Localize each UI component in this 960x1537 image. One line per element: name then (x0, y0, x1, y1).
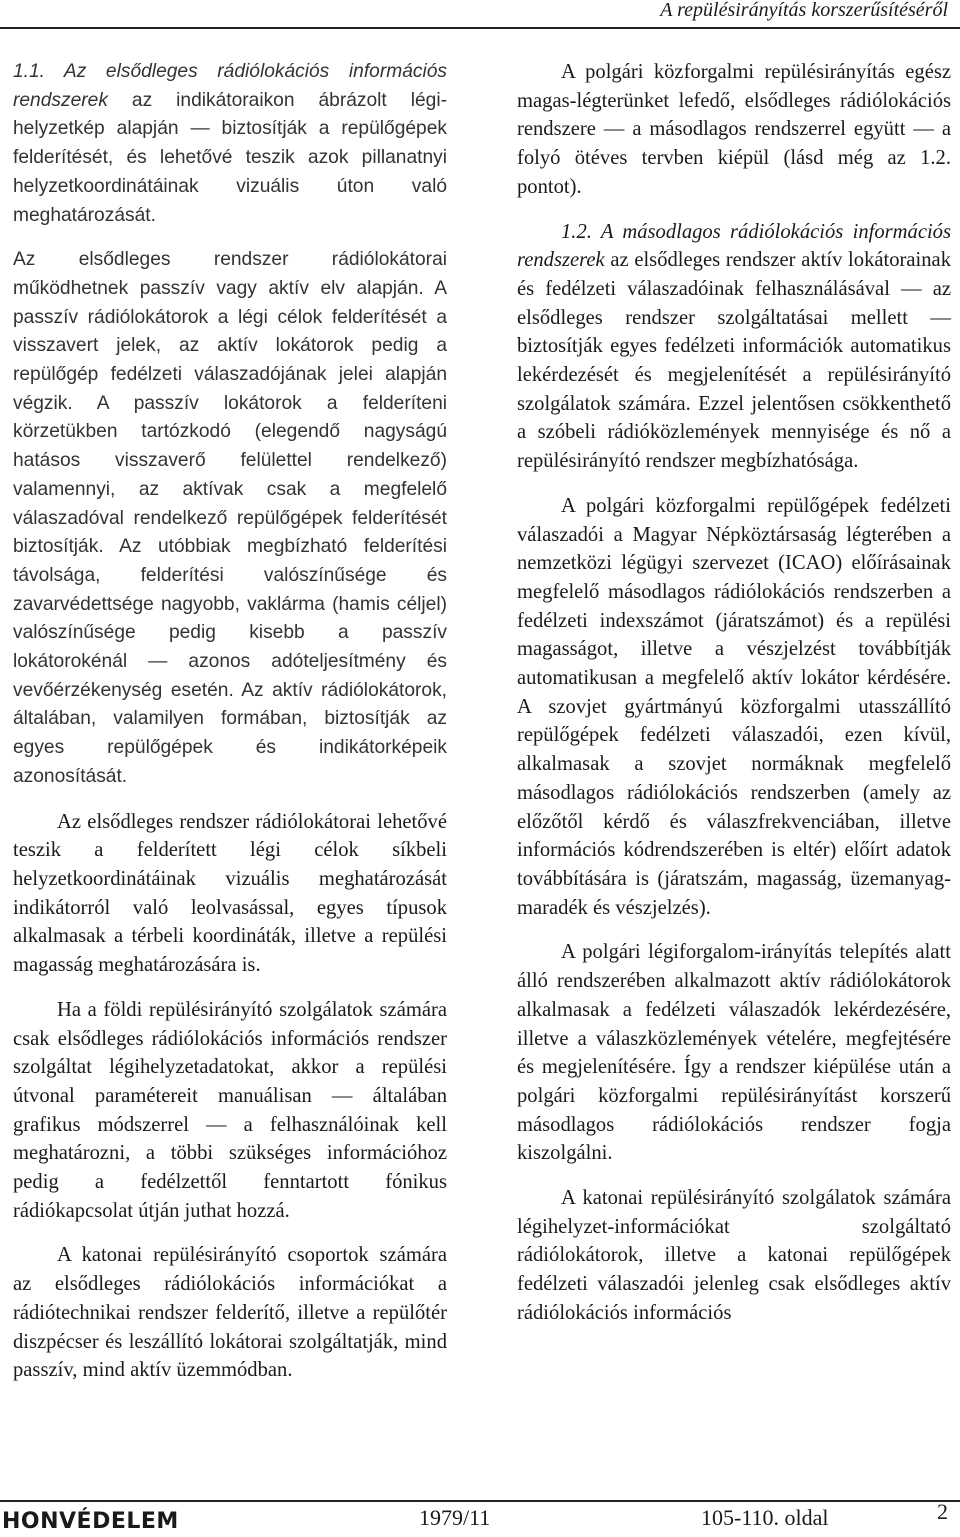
section-number: 1.1. (13, 61, 64, 82)
section-number: 1.2. (561, 220, 601, 243)
paragraph-1-1 (13, 58, 447, 230)
paragraph-military-services: A katonai repülésirányító szolgálatok számára légihelyzet-információkat szolgáltató rádiólokátorok, illetve a katonai repülőgépek fedélzeti válaszadói jelenleg csak elsődleges aktív rádiólokációs információs (517, 1187, 951, 1324)
right-column (517, 58, 951, 1344)
paragraph-text: az elsődleges rendszer aktív lokátorainak és fedélzeti válaszadóinak felhasználásával — az elsődleges rendszer szolgáltatásai mellett — biztosítják egyes fedélzeti információk automatikus lekérdezését és megjelenítését a repülésirányító szolgálatok számára. Ezzel jelentősen csökkenthető a szóbeli rádióközlemények mennyisége és nő a repülésirányító rendszer megbízhatósága. (517, 249, 951, 473)
issue-number: 1979/11 (419, 1505, 491, 1530)
running-header: A repülésirányítás korszerűsítéséről (660, 0, 948, 21)
paragraph-ground-control: Ha a földi repülésirányító szolgálatok számára csak elsődleges rádiólokációs információs rendszer szolgáltat légihelyzetadatokat, akkor a repülési útvonal paramétereit manuálisan — általában grafikus módszerrel — a felhasználóinak kell meghatározni, a többi szükséges információhoz pedig a fedélzettől fenntartott fónikus rádiókapcsolat útján juthat hozzá. (13, 998, 447, 1222)
paragraph-transponders: A polgári közforgalmi repülőgépek fedélzeti válaszadói a Magyar Népköztársaság légterében a nemzetközi légügyi szervezet (ICAO) előírásainak megfelelő másodlagos rádiólokációs rendszerben a fedélzeti indexszámot (járatszámot) és a repülési magasságot, illetve a vészjelzést továbbítják automatikusan a megfelelő aktív lokátor kérdésére. A szovjet gyártmányú közforgalmi utasszállító repülőgépek fedélzeti válaszadói, ezen kívül, alkalmasak a szovjet normáknak megfelelő másodlagos rádiólokációs rendszerben (amely az előzőtől kérdő és válaszfrekvenciában, illetve információs kódrendszerében is eltér) előírt adatok továbbítására is (járatszám, magasság, üzemanyag-maradék és vészjelzés). (517, 494, 951, 919)
journal-name: HONVÉDELEM (2, 1509, 179, 1534)
left-column (13, 58, 447, 1401)
header-rule (0, 27, 960, 29)
paragraph-passive-active: Az elsődleges rendszer rádiólokátorai működhetnek passzív vagy aktív elv alapján. A passzív rádiólokátorok a légi célok felderítését a visszavert jelek, az aktív lokátorok pedig a repülőgép fedélzeti válaszadójának jelei alapján végzik. A passzív lokátorok a felderíteni körzetükben tartózkodó (elegendő nagyságú hatásos visszaverő felülettel rendelkező) valamennyi, az aktívak csak a megfelelő válaszadóval rendelkező repülőgépek felderítését biztosítják. Az utóbbiak megbízható felderítési távolsága, felderítési valószínűsége és zavarvédettsége nagyobb, vaklárma (hamis céljel) valószínűsége pedig kisebb a passzív lokátorokénál — azonos adóteljesítmény és vevőérzékenység esetén. Az aktív rádiólokátorok, általában, valamilyen formában, biztosítják az egyes repülőgépek és indikátorképeik azonosítását. (13, 249, 447, 787)
section-term: Az elsődleges rádiólokációs információs rendszerek (13, 61, 448, 111)
paragraph-text: az indikátoraikon ábrázolt légi-helyzetkép alapján — biztosítják a repülőgépek felderítését, és lehetővé teszik azok pillanatnyi helyzetkoordinátáinak vizuális úton való meghatározását. (13, 89, 447, 226)
paragraph-civil-coverage: A polgári közforgalmi repülésirányítás egész magas-légterünket lefedő, elsődleges rádiólokációs rendszere — a másodlagos rendszerrel együtt — a folyó ötéves tervben kiépül (lásd még az 1.2. pontot). (517, 61, 951, 198)
page-footer (0, 1499, 960, 1534)
section-term: A másodlagos rádiólokációs információs rendszerek (517, 220, 951, 272)
page-number: 2 (937, 1499, 948, 1524)
paragraph-coordinates: Az elsődleges rendszer rádiólokátorai lehetővé teszik a felderített légi célok síkbeli helyzetkoordinátáinak vizuális meghatározását indikátorról való leolvasással, egyes típusok alkalmasak a térbeli koordináták, illetve a repülési magasság meghatározására is. (13, 810, 447, 977)
paragraph-atc-system: A polgári légiforgalom-irányítás telepítés alatt álló rendszerében alkalmazott aktív rádiólokátorok alkalmasak a fedélzeti válaszadók lekérdezésére, illetve a válaszközlemények vételére, megfejtésére és megjelenítésére. Így a rendszer kiépülése után a polgári közforgalmi repülésirányítást korszerű másodlagos rádiólokációs rendszer fogja kiszolgálni. (517, 941, 951, 1165)
page-range: 105-110. oldal (701, 1505, 829, 1530)
paragraph-1-2 (517, 218, 951, 476)
paragraph-military-groups: A katonai repülésirányító csoportok számára az elsődleges rádiólokációs információkat a rádiótechnikai rendszer felderítő, illetve a repülőtér diszpécser és leszállító lokátorai szolgáltatják, mind passzív, mind aktív üzemmódban. (13, 1244, 447, 1382)
footer-rule (0, 1500, 960, 1502)
